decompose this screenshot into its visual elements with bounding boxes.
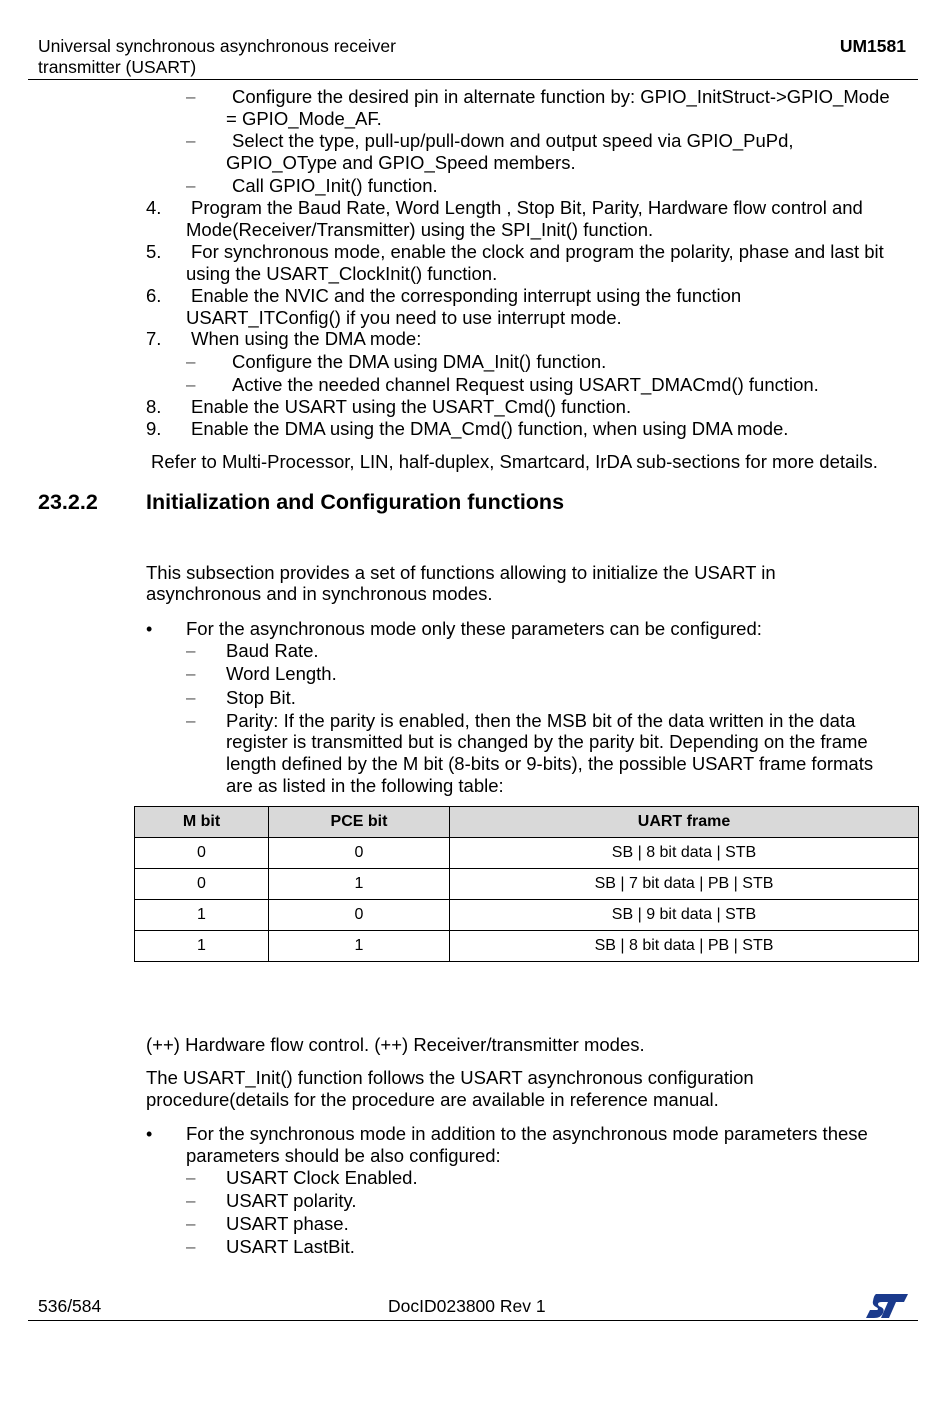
sync-param-lastbit: USART LastBit. — [226, 1236, 355, 1257]
dash-marker: – — [186, 1191, 196, 1210]
intro-line2: asynchronous and in synchronous modes. — [146, 583, 493, 604]
cell-m-bit: 1 — [135, 900, 269, 931]
col-header-uart-frame: UART frame — [450, 807, 919, 838]
dash-marker: – — [186, 711, 196, 730]
step-dash1-line2: = GPIO_Mode_AF. — [226, 108, 382, 129]
dash-marker: – — [186, 375, 196, 394]
dash-marker: – — [186, 1214, 196, 1233]
dash-marker: – — [186, 688, 196, 707]
bullet-sync-line1: For the synchronous mode in addition to the asynchronous mode parameters these — [186, 1123, 868, 1144]
cell-m-bit: 0 — [135, 869, 269, 900]
cell-uart-frame: SB | 9 bit data | STB — [450, 900, 919, 931]
dash-marker: – — [186, 87, 196, 106]
doc-id: DocID023800 Rev 1 — [388, 1296, 546, 1316]
bullet-async: For the asynchronous mode only these parameters can be configured: — [186, 618, 762, 639]
async-param-stop-bit: Stop Bit. — [226, 687, 296, 708]
async-param-parity-line1: Parity: If the parity is enabled, then the MSB bit of the data written in the data — [226, 710, 856, 731]
header-doc-code: UM1581 — [839, 36, 906, 56]
step-number-4: 4. — [146, 197, 162, 218]
step-number-9: 9. — [146, 418, 162, 439]
dash-marker: – — [186, 176, 196, 195]
step-6-line1: Enable the NVIC and the corresponding interrupt using the function — [191, 285, 742, 306]
step-5-line1: For synchronous mode, enable the clock and program the polarity, phase and last bit — [191, 241, 884, 262]
step-4-line2: Mode(Receiver/Transmitter) using the SPI_Init() function. — [186, 219, 654, 240]
section-number: 23.2.2 — [38, 490, 98, 514]
cell-pce-bit: 1 — [269, 931, 450, 962]
dash-marker: – — [186, 131, 196, 150]
col-header-m-bit: M bit — [135, 807, 269, 838]
async-param-parity-line2: register is transmitted but is changed by the parity bit. Depending on the frame — [226, 731, 868, 752]
step-6-line2: USART_ITConfig() if you need to use interrupt mode. — [186, 307, 622, 328]
async-param-parity-line4: are as listed in the following table: — [226, 775, 504, 796]
section-title: Initialization and Configuration functions — [146, 490, 565, 514]
footer-rule — [28, 1320, 918, 1321]
step-4-line1: Program the Baud Rate, Word Length , Stop Bit, Parity, Hardware flow control and — [191, 197, 863, 218]
step-dash2-line1: Select the type, pull-up/pull-down and output speed via GPIO_PuPd, — [232, 130, 794, 151]
dash-marker: – — [186, 664, 196, 683]
step-5-line2: using the USART_ClockInit() function. — [186, 263, 498, 284]
running-header-title — [38, 36, 538, 78]
table-row — [135, 931, 919, 962]
cell-pce-bit: 0 — [269, 838, 450, 869]
cell-m-bit: 0 — [135, 838, 269, 869]
sync-param-clock: USART Clock Enabled. — [226, 1167, 418, 1188]
dash-marker: – — [186, 1168, 196, 1187]
cell-pce-bit: 1 — [269, 869, 450, 900]
async-param-parity-line3: length defined by the M bit (8-bits or 9-bits), the possible USART frame formats — [226, 753, 874, 774]
table-header-row — [135, 807, 919, 838]
bullet-marker: • — [146, 619, 153, 639]
step-dash3: Call GPIO_Init() function. — [232, 175, 438, 196]
dash-marker: – — [186, 1237, 196, 1256]
dash-marker: – — [186, 641, 196, 660]
step-dash1-line1: Configure the desired pin in alternate function by: GPIO_InitStruct->GPIO_Mode — [232, 86, 890, 107]
step-7: When using the DMA mode: — [191, 328, 422, 349]
sync-param-phase: USART phase. — [226, 1213, 349, 1234]
step-8: Enable the USART using the USART_Cmd() function. — [191, 396, 632, 417]
refer-note: Refer to Multi-Processor, LIN, half-duplex, Smartcard, IrDA sub-sections for more details. — [151, 451, 878, 472]
async-param-word-length: Word Length. — [226, 663, 337, 684]
async-param-baud: Baud Rate. — [226, 640, 319, 661]
cell-uart-frame: SB | 8 bit data | PB | STB — [450, 931, 919, 962]
sync-param-polarity: USART polarity. — [226, 1190, 357, 1211]
intro-line1: This subsection provides a set of functions allowing to initialize the USART in — [146, 562, 776, 583]
st-logo-icon — [866, 1293, 908, 1319]
step-dash2-line2: GPIO_OType and GPIO_Speed members. — [226, 152, 576, 173]
table-row — [135, 900, 919, 931]
step-number-8: 8. — [146, 396, 162, 417]
step-7-dash1: Configure the DMA using DMA_Init() function. — [232, 351, 607, 372]
cell-m-bit: 1 — [135, 931, 269, 962]
step-number-6: 6. — [146, 285, 162, 306]
table-row — [135, 838, 919, 869]
init-line2: procedure(details for the procedure are available in reference manual. — [146, 1089, 719, 1110]
bullet-marker: • — [146, 1124, 153, 1144]
cell-uart-frame: SB | 8 bit data | STB — [450, 838, 919, 869]
header-title-line2: transmitter (USART) — [38, 57, 197, 77]
hw-flow-line: (++) Hardware flow control. (++) Receiver/transmitter modes. — [146, 1034, 645, 1055]
header-rule — [28, 79, 918, 80]
step-number-7: 7. — [146, 328, 162, 349]
step-7-dash2: Active the needed channel Request using USART_DMACmd() function. — [232, 374, 819, 395]
col-header-pce-bit: PCE bit — [269, 807, 450, 838]
page-number: 536/584 — [38, 1296, 102, 1316]
init-line1: The USART_Init() function follows the USART asynchronous configuration — [146, 1067, 754, 1088]
dash-marker: – — [186, 352, 196, 371]
header-title-line1: Universal synchronous asynchronous receiver — [38, 36, 396, 56]
step-9: Enable the DMA using the DMA_Cmd() function, when using DMA mode. — [191, 418, 789, 439]
step-number-5: 5. — [146, 241, 162, 262]
cell-pce-bit: 0 — [269, 900, 450, 931]
table-row — [135, 869, 919, 900]
cell-uart-frame: SB | 7 bit data | PB | STB — [450, 869, 919, 900]
bullet-sync-line2: parameters should be also configured: — [186, 1145, 501, 1166]
usart-frame-table — [134, 806, 919, 962]
